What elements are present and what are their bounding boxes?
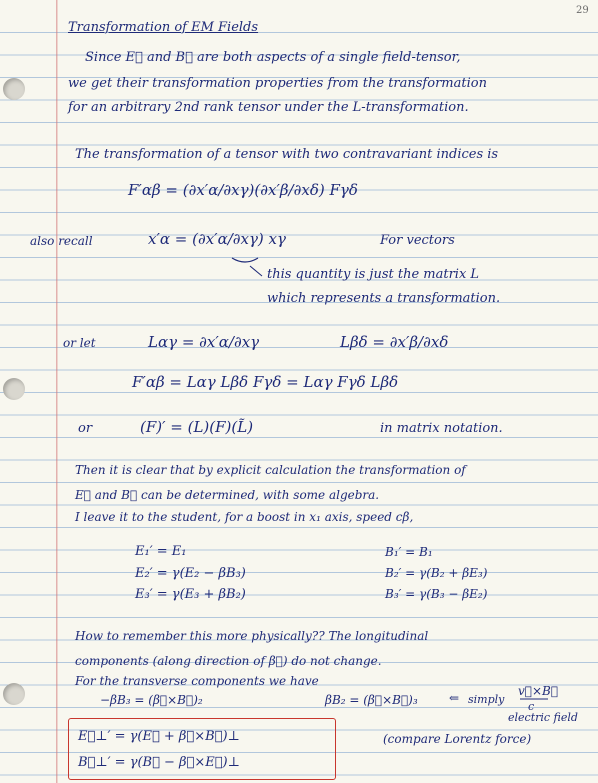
equation-vector-transform: x′α = (∂x′α/∂xγ) xγ <box>148 230 286 248</box>
compare-note: (compare Lorentz force) <box>383 732 532 746</box>
simply-label: simply <box>468 693 505 706</box>
also-recall-label: also recall <box>30 234 93 248</box>
binder-hole <box>3 683 25 705</box>
equation-tensor-transform: F′αβ = (∂x′α/∂xγ)(∂x′β/∂xδ) Fγδ <box>128 181 358 199</box>
boxed-result <box>68 718 336 780</box>
transverse-equation-right: βB₂ = (β⃗×B⃗)₃ <box>325 693 418 707</box>
electric-field-label: electric field <box>508 711 578 724</box>
equation-L-alpha: Lαγ = ∂x′α/∂xγ <box>148 333 260 351</box>
or-let-label: or let <box>63 336 96 350</box>
matrix-notation-label: in matrix notation. <box>380 421 503 436</box>
page-title: Transformation of EM Fields <box>68 20 259 35</box>
matrix-note-line-2: which represents a transformation. <box>267 291 501 306</box>
explicit-line-1: Then it is clear that by explicit calculation the transformation of <box>75 463 466 477</box>
explicit-line-3: I leave it to the student, for a boost in x₁ axis, speed cβ, <box>75 510 414 524</box>
intro-line-2: we get their transformation properties from the transformation <box>68 76 487 91</box>
for-vectors-label: For vectors <box>380 233 455 248</box>
equation-B2: B₂′ = γ(B₂ + βE₃) <box>385 566 488 580</box>
pointer-mark <box>250 266 262 276</box>
remember-line-1: How to remember this more physically?? The longitudinal <box>75 629 429 643</box>
equation-B3: B₃′ = γ(B₃ − βE₂) <box>385 587 488 601</box>
binder-hole <box>3 78 25 100</box>
explicit-line-2: E⃗ and B⃗ can be determined, with some algebra. <box>75 488 380 502</box>
binder-hole <box>3 378 25 400</box>
equation-L-beta: Lβδ = ∂x′β/∂xδ <box>340 333 449 351</box>
equation-E3: E₃′ = γ(E₃ + βB₂) <box>135 587 246 602</box>
brace-mark <box>232 258 258 262</box>
or-label: or <box>78 421 93 436</box>
intro-line-3: for an arbitrary 2nd rank tensor under the L-transformation. <box>68 100 469 115</box>
matrix-note-line-1: this quantity is just the matrix L <box>267 267 480 282</box>
equation-F-with-L: F′αβ = Lαγ Lβδ Fγδ = Lαγ Fγδ Lβδ <box>132 373 399 391</box>
tensor-intro: The transformation of a tensor with two contravariant indices is <box>75 147 499 162</box>
equation-E2: E₂′ = γ(E₂ − βB₃) <box>135 566 246 581</box>
boxed-equation-E: E⃗⊥′ = γ(E⃗ + β⃗×B⃗)⊥ <box>78 729 240 744</box>
arrow-icon: ⇐ <box>449 691 460 705</box>
equation-matrix-form: (F)′ = (L)(F)(L̃) <box>140 418 254 436</box>
transverse-equation-left: −βB₃ = (β⃗×B⃗)₂ <box>100 693 203 707</box>
remember-line-3: For the transverse components we have <box>75 674 319 688</box>
boxed-equation-B: B⃗⊥′ = γ(B⃗ − β⃗×E⃗)⊥ <box>78 755 240 770</box>
page-number: 29 <box>576 5 589 16</box>
intro-line-1: Since E⃗ and B⃗ are both aspects of a single field-tensor, <box>85 50 461 65</box>
remember-line-2: components (along direction of β⃗) do not change. <box>75 654 382 668</box>
equation-B1: B₁′ = B₁ <box>385 545 433 559</box>
vxb-numerator: v⃗×B⃗ <box>518 684 559 698</box>
c-denominator: c <box>528 700 535 713</box>
equation-E1: E₁′ = E₁ <box>135 544 187 559</box>
